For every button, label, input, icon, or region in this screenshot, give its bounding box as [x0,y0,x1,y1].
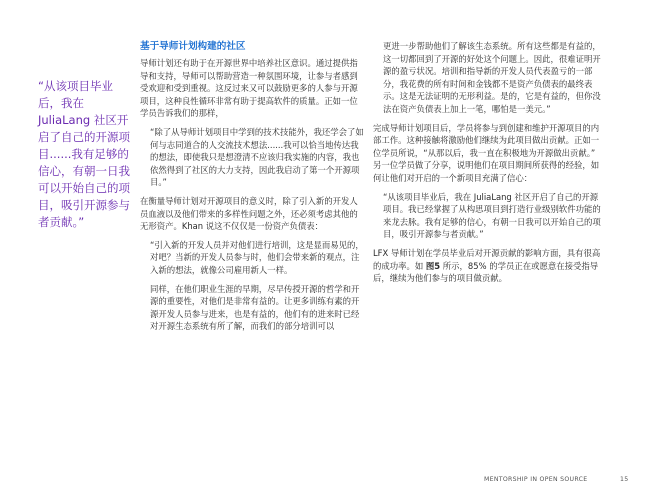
pull-quote: “从该项目毕业后，我在 JuliaLang 社区开启了自己的开源项目......我有足够的信心，有朝一日我可以开始自己的项目，吸引开源参与者贡献。” [38,79,130,229]
figure-reference: 图5 [425,260,441,271]
success-text-before: LFX 导师计划在学员毕业后对开源贡献的影响方面，具有很高的成功率。如 [373,247,601,271]
footer-label: MENTORSHIP IN OPEN SOURCE [484,476,588,483]
quote-khan-3: 更进一步帮助他们了解该生态系统。所有这些都是有益的，这一切都回到了开源的好处这个问题上。因此，很难证明开源的盈亏状况。培训和指导新的开发人员代表盈亏的一部分，我花费的所有时间和金钱都不是资产负债表的最终表示。这是无法证明的无形利益。是的，它是有益的，但你没法在资产负债表上加上一笔，哪怕是一美元。” [383,41,601,114]
quote-khan-2: 同样，在他们职业生涯的早期，尽早传授开源的哲学和开源的重要性，对他们是非常有益的。让更多训练有素的开源开发人员参与进来，也是有益的，他们有的进来时已经对开源生态系统有所了解，而我们的部分培训可以 [150,283,360,332]
page-number: 15 [620,476,629,483]
paragraph-intangibles: 在衡量导师计划对开源项目的意义时，除了引入新的开发人员血液以及他们带来的多样性问题之外，还必须考虑其他的无形资产。Khan 说这不仅仅是一份资产负债表： [140,195,358,232]
paragraph-success-rate [373,247,601,285]
column-right [373,40,601,291]
quote-mentee-skills: “除了从导师计划项目中学到的技术技能外，我还学会了如何与志同道合的人交流技术想法......我可以恰当地传达我的想法，即使我只是想澄清不应该归我实施的内容，我也依然得到了社区的大力支持，因此我启动了第一个开源项目。” [150,126,364,188]
quote-julialang: “从该项目毕业后，我在 JuliaLang 社区开启了自己的开源项目。我已经掌握了从构思项目到打造行业级别软件功能的来龙去脉。我有足够的信心，有朝一日我可以开始自己的项目，吸引开源参与者贡献。” [383,191,601,240]
success-text-after: 所示，85% 的学员正在或愿意在接受指导后，继续为他们参与的项目做贡献。 [373,260,599,284]
paragraph-after-mentorship: 完成导师计划项目后，学员将参与到创建和维护开源项目的内部工作。这种接触将激励他们继续为此项目做出贡献。正如一位学员所说，“从那以后，我一直在积极地为开源做出贡献。” 另一位学员做了分享，说明他们在项目期间所获得的经验，如何让他们对开启的一个新项目充满了信心： [373,122,600,183]
quote-khan-1: “引入新的开发人员并对他们进行培训，这是显而易见的，对吧？当新的开发人员参与时，他们会带来新的观点，注入新的想法，就像公司雇用新人一样。 [150,239,364,275]
column-left [140,40,365,339]
paragraph-intro: 导师计划还有助于在开源世界中培养社区意识。通过提供指导和支持，导师可以帮助营造一种氛围环境，让参与者感到受欢迎和受到重视。这反过来又可以鼓励更多的人参与开源项目，这种良性循环非常有助于提高软件的质量。正如一位学员告诉我们的那样， [140,58,358,119]
section-heading: 基于导师计划构建的社区 [140,41,246,52]
